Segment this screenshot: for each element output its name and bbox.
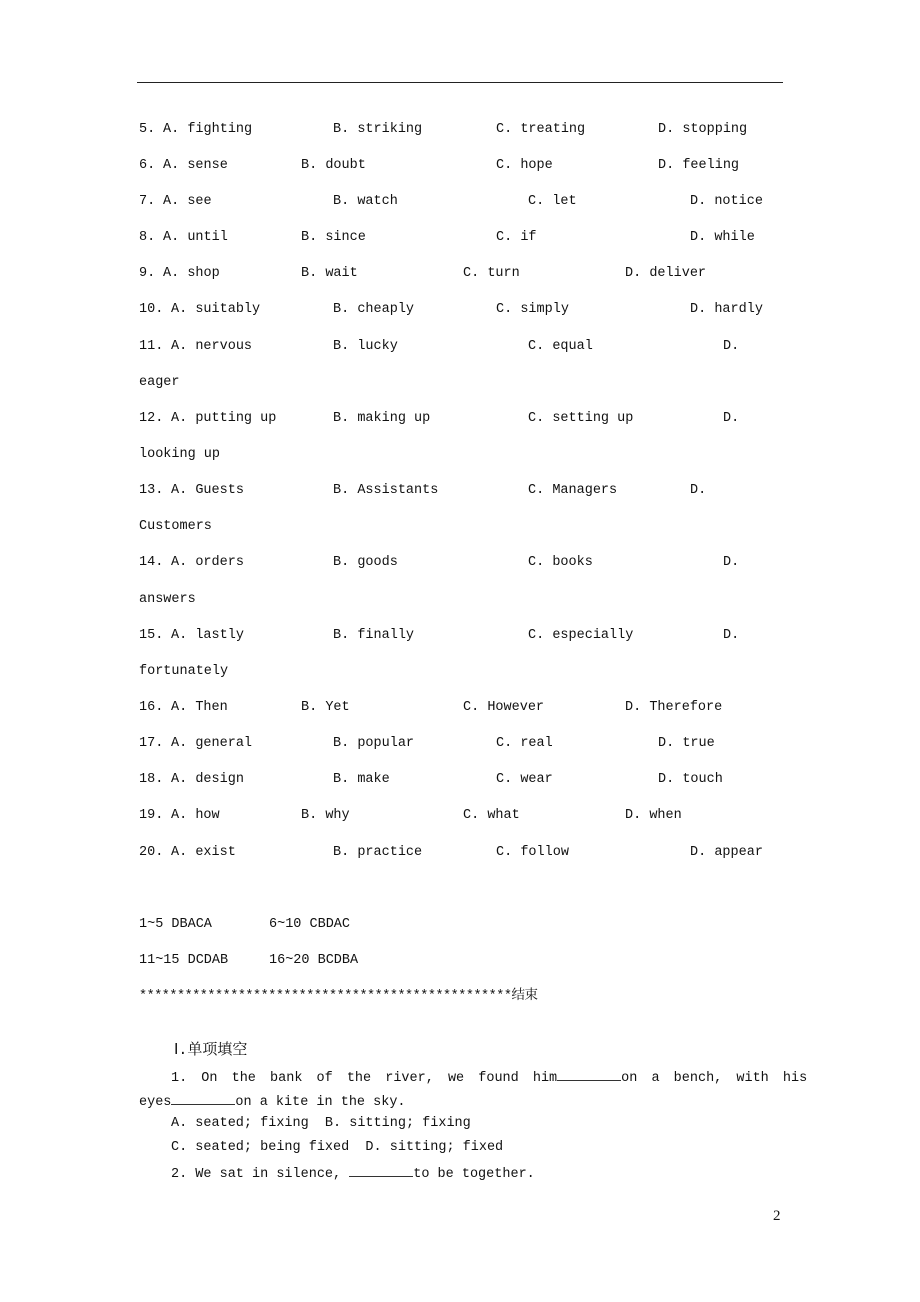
option-a — [171, 772, 244, 788]
option-label: C. — [463, 700, 480, 715]
option-a — [171, 845, 236, 861]
question-number: 11. — [139, 339, 164, 354]
option-d — [625, 266, 706, 282]
option-c — [496, 736, 553, 752]
option-text: goods — [357, 555, 398, 570]
option-label: A. — [171, 736, 188, 751]
option-text: doubt — [325, 158, 366, 173]
option-text: fighting — [187, 122, 253, 137]
option-label: B. — [333, 628, 350, 643]
option-b — [333, 736, 414, 752]
option-c — [463, 700, 544, 716]
option-c — [528, 483, 617, 499]
q1-line1 — [171, 1068, 807, 1087]
question-number: 6. — [139, 158, 156, 173]
q1-text-a: 1. On the bank of the river, we found him — [171, 1071, 558, 1086]
option-label: D. — [658, 122, 675, 137]
option-b — [333, 411, 430, 427]
option-label: D. — [723, 339, 740, 354]
option-c — [496, 845, 569, 861]
option-label: A. — [171, 700, 188, 715]
option-label: A. — [171, 808, 188, 823]
option-text: let — [552, 194, 577, 209]
q1-options-cd: C. seated; being fixed D. sitting; fixed — [171, 1140, 504, 1155]
option-text: sense — [187, 158, 228, 173]
option-text: setting up — [552, 411, 634, 426]
option-text: practice — [357, 845, 423, 860]
option-label: A. — [163, 158, 180, 173]
option-label: A. — [163, 194, 180, 209]
option-text: exist — [195, 845, 236, 860]
option-a — [171, 736, 252, 752]
option-label: C. — [528, 339, 545, 354]
option-c — [528, 555, 593, 571]
option-text: turn — [487, 266, 520, 281]
option-text: follow — [520, 845, 569, 860]
option-d — [625, 700, 722, 716]
option-b — [333, 194, 398, 210]
option-text: shop — [187, 266, 220, 281]
option-text: feeling — [682, 158, 740, 173]
option-a — [171, 555, 244, 571]
option-text: make — [357, 772, 390, 787]
option-a — [171, 808, 220, 824]
question-number: 19. — [139, 808, 164, 823]
option-text: books — [552, 555, 593, 570]
option-label: A. — [171, 845, 188, 860]
question-number: 13. — [139, 483, 164, 498]
option-label: C. — [496, 736, 513, 751]
option-label: D. — [690, 845, 707, 860]
option-text: looking up — [139, 447, 221, 462]
option-b — [301, 230, 366, 246]
option-d — [723, 339, 739, 355]
option-text: striking — [357, 122, 423, 137]
q1-line2 — [139, 1092, 406, 1111]
option-text: since — [325, 230, 366, 245]
option-label: B. — [333, 845, 350, 860]
option-text: nervous — [195, 339, 253, 354]
option-b — [333, 483, 438, 499]
option-text: popular — [357, 736, 415, 751]
option-label: C. — [528, 555, 545, 570]
option-text: Therefore — [649, 700, 723, 715]
option-text: appear — [714, 845, 763, 860]
option-text: why — [325, 808, 350, 823]
question-number: 10. — [139, 302, 164, 317]
question-number: 18. — [139, 772, 164, 787]
q2-text-b: to be together. — [413, 1167, 535, 1182]
option-text: touch — [682, 772, 723, 787]
option-text: real — [520, 736, 553, 751]
option-text: deliver — [649, 266, 707, 281]
option-label: D. — [723, 411, 740, 426]
option-text: wait — [325, 266, 358, 281]
option-text: answers — [139, 592, 196, 607]
question-number: 5. — [139, 122, 156, 137]
answer-key-11-15: 11~15 DCDAB — [139, 953, 229, 968]
option-c — [463, 808, 520, 824]
option-a — [163, 194, 212, 210]
option-label: C. — [496, 230, 513, 245]
option-label: C. — [528, 194, 545, 209]
option-label: D. — [690, 194, 707, 209]
option-label: C. — [528, 411, 545, 426]
option-label: C. — [463, 266, 480, 281]
option-text: eager — [139, 375, 180, 390]
option-label: D. — [690, 483, 707, 498]
option-text: finally — [357, 628, 415, 643]
option-d — [690, 845, 763, 861]
option-a — [163, 122, 252, 138]
option-d — [690, 483, 706, 499]
option-label: D. — [723, 628, 740, 643]
option-label: B. — [333, 411, 350, 426]
option-label: D. — [690, 230, 707, 245]
option-label: D. — [625, 808, 642, 823]
option-label: A. — [171, 411, 188, 426]
option-text: lastly — [195, 628, 244, 643]
option-label: B. — [333, 339, 350, 354]
q2-text-a: 2. We sat in silence, — [171, 1167, 342, 1182]
option-text: wear — [520, 772, 553, 787]
header-rule — [137, 82, 783, 83]
option-label: B. — [333, 772, 350, 787]
option-b — [301, 700, 350, 716]
option-label: B. — [301, 808, 318, 823]
option-a — [163, 158, 228, 174]
option-text: true — [682, 736, 715, 751]
option-d — [690, 230, 755, 246]
option-text: putting up — [195, 411, 277, 426]
option-a — [171, 483, 244, 499]
q2-line — [171, 1164, 535, 1183]
option-c — [528, 339, 593, 355]
option-b — [333, 302, 414, 318]
option-c — [496, 230, 537, 246]
option-label: B. — [333, 555, 350, 570]
option-text: treating — [520, 122, 586, 137]
option-label: A. — [171, 302, 188, 317]
option-d — [658, 772, 723, 788]
option-d — [658, 122, 747, 138]
option-c — [528, 411, 633, 427]
option-d — [690, 194, 763, 210]
option-text: especially — [552, 628, 634, 643]
option-label: C. — [496, 772, 513, 787]
q1-options-ab: A. seated; fixing B. sitting; fixing — [171, 1116, 471, 1131]
answer-key-6-10: 6~10 CBDAC — [269, 917, 351, 932]
option-text: what — [487, 808, 520, 823]
option-text: suitably — [195, 302, 261, 317]
option-label: A. — [163, 230, 180, 245]
option-label: B. — [301, 700, 318, 715]
question-number: 12. — [139, 411, 164, 426]
option-label: C. — [496, 158, 513, 173]
option-text: watch — [357, 194, 398, 209]
option-b — [333, 339, 398, 355]
option-label: C. — [496, 845, 513, 860]
option-label: C. — [463, 808, 480, 823]
question-number: 15. — [139, 628, 164, 643]
option-d — [658, 158, 739, 174]
option-c — [463, 266, 520, 282]
option-text: Customers — [139, 519, 212, 534]
page-number: 2 — [773, 1208, 781, 1224]
option-label: D. — [723, 555, 740, 570]
option-a — [171, 411, 276, 427]
q2-blank — [349, 1164, 413, 1177]
option-text: cheaply — [357, 302, 415, 317]
option-label: B. — [333, 302, 350, 317]
option-text: general — [195, 736, 253, 751]
option-text: making up — [357, 411, 431, 426]
option-b — [333, 845, 422, 861]
answer-key-16-20: 16~20 BCDBA — [269, 953, 359, 968]
option-b — [301, 808, 350, 824]
option-b — [333, 628, 414, 644]
option-c — [496, 122, 585, 138]
option-d — [723, 628, 739, 644]
option-b — [333, 122, 422, 138]
option-label: A. — [163, 266, 180, 281]
question-number: 16. — [139, 700, 164, 715]
option-label: B. — [333, 122, 350, 137]
option-label: C. — [496, 122, 513, 137]
option-text: Managers — [552, 483, 618, 498]
question-number: 20. — [139, 845, 164, 860]
option-a — [171, 339, 252, 355]
option-text: simply — [520, 302, 569, 317]
option-label: A. — [171, 628, 188, 643]
option-c — [528, 194, 577, 210]
option-text: if — [520, 230, 537, 245]
option-a — [171, 628, 244, 644]
option-label: A. — [163, 122, 180, 137]
option-d — [723, 411, 739, 427]
option-a — [171, 302, 260, 318]
option-label: C. — [496, 302, 513, 317]
option-label: B. — [301, 230, 318, 245]
q1-text-b: on a bench, with his — [621, 1071, 808, 1086]
option-text: equal — [552, 339, 593, 354]
end-marker: *************************************************结束 — [139, 989, 538, 1004]
option-label: A. — [171, 772, 188, 787]
question-number: 17. — [139, 736, 164, 751]
q1-text-c: eyes — [139, 1095, 172, 1110]
option-text: while — [714, 230, 755, 245]
section-title: Ⅰ.单项填空 — [174, 1042, 248, 1059]
option-text: orders — [195, 555, 244, 570]
q1-text-d: on a kite in the sky. — [235, 1095, 406, 1110]
option-b — [333, 555, 398, 571]
option-label: A. — [171, 339, 188, 354]
option-text: hardly — [714, 302, 763, 317]
option-text: lucky — [357, 339, 398, 354]
option-a — [163, 266, 220, 282]
option-text: However — [487, 700, 545, 715]
option-label: B. — [333, 194, 350, 209]
option-text: until — [187, 230, 228, 245]
question-number: 8. — [139, 230, 156, 245]
option-text: Assistants — [357, 483, 439, 498]
option-c — [528, 628, 633, 644]
option-a — [171, 700, 228, 716]
option-label: C. — [528, 483, 545, 498]
option-text: Guests — [195, 483, 244, 498]
option-label: A. — [171, 483, 188, 498]
option-a — [163, 230, 228, 246]
question-number: 7. — [139, 194, 156, 209]
option-c — [496, 772, 553, 788]
option-text: stopping — [682, 122, 748, 137]
option-d — [690, 302, 763, 318]
option-label: D. — [658, 158, 675, 173]
option-d — [658, 736, 715, 752]
option-text: when — [649, 808, 682, 823]
option-text: design — [195, 772, 244, 787]
option-text: hope — [520, 158, 553, 173]
option-label: A. — [171, 555, 188, 570]
option-text: see — [187, 194, 212, 209]
option-label: B. — [333, 483, 350, 498]
q1-blank-2 — [171, 1092, 235, 1105]
answer-key-1-5: 1~5 DBACA — [139, 917, 212, 932]
option-label: D. — [658, 772, 675, 787]
question-number: 14. — [139, 555, 164, 570]
option-label: B. — [301, 158, 318, 173]
option-text: Then — [195, 700, 228, 715]
option-label: D. — [625, 266, 642, 281]
option-label: D. — [690, 302, 707, 317]
option-c — [496, 158, 553, 174]
option-label: D. — [625, 700, 642, 715]
option-d — [625, 808, 682, 824]
option-text: Yet — [325, 700, 350, 715]
option-text: fortunately — [139, 664, 229, 679]
option-d — [723, 555, 739, 571]
q1-blank-1 — [557, 1068, 621, 1081]
option-c — [496, 302, 569, 318]
option-b — [301, 266, 358, 282]
option-label: D. — [658, 736, 675, 751]
option-b — [333, 772, 390, 788]
option-label: C. — [528, 628, 545, 643]
option-text: notice — [714, 194, 763, 209]
question-number: 9. — [139, 266, 156, 281]
option-text: how — [195, 808, 220, 823]
option-label: B. — [301, 266, 318, 281]
option-label: B. — [333, 736, 350, 751]
option-b — [301, 158, 366, 174]
